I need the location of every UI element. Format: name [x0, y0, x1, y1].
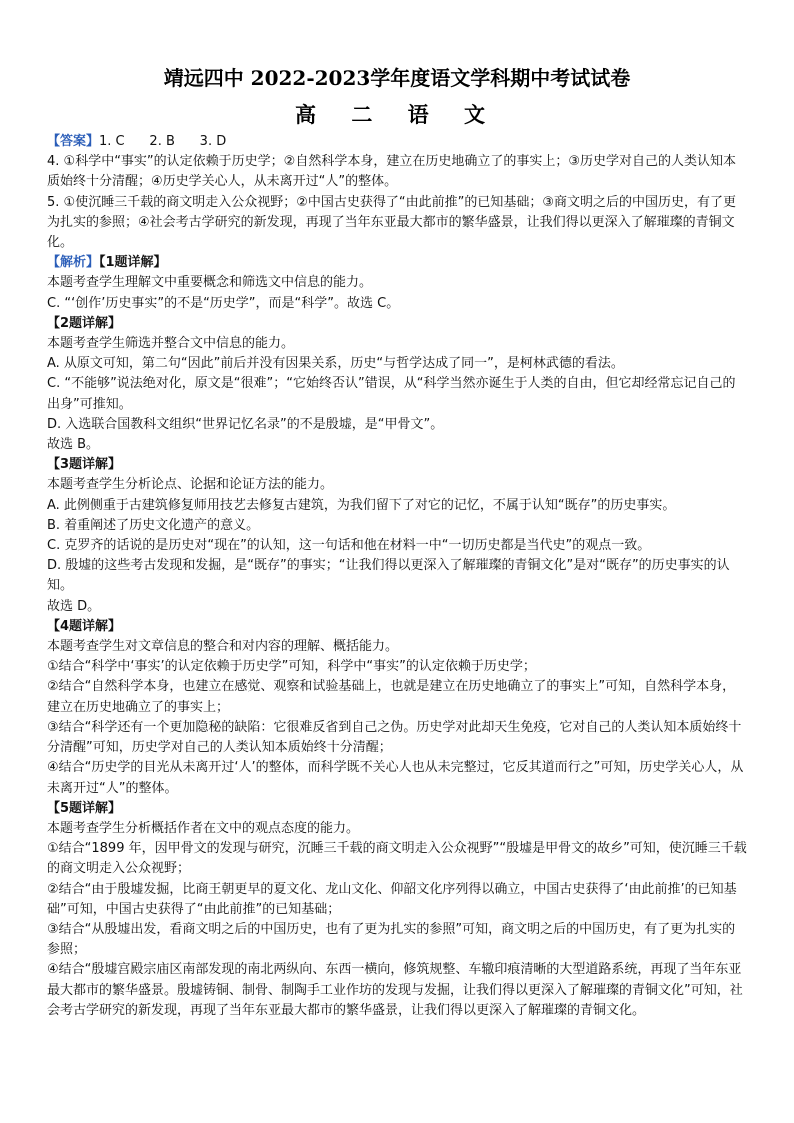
- q4-heading: 【4题详解】: [47, 618, 122, 634]
- q5-line: 本题考查学生分析概括作者在文中的观点态度的能力。: [47, 820, 360, 836]
- q2-line: 本题考查学生筛选并整合文中信息的能力。: [47, 336, 295, 352]
- q2-line: A. 从原文可知，第二句“因此”前后并没有因果关系，历史“与哲学达成了同一”，是柯林武德的看法。: [47, 356, 624, 372]
- analysis-line: [47, 253, 747, 273]
- q1-heading: 【1题详解】: [99, 255, 167, 271]
- answer-q5: 5. ①使沉睡三千载的商文明走入公众视野；②中国古史获得了“由此前推”的已知基础；③商文明之后的中国历史，有了更为扎实的参照；④社会考古学研究的新发现，再现了当年东亚最大都市的繁华盛景，让我们得以更深入了解璀璨的青铜文化。: [47, 194, 736, 251]
- q3-line: 本题考查学生分析论点、论据和论证方法的能力。: [47, 477, 334, 493]
- q2-line: C. “不能够”说法绝对化，原文是“很难”；“它始终否认”错误，从“科学当然亦诞生于人类的自由，但它却经常忘记自己的出身”可推知。: [47, 376, 736, 412]
- q4-line: ④结合“历史学的目光从未离开过‘人’的整体，而科学既不关心人也从未完整过，它反其道而行之”可知，历史学关心人，从未离开过“人”的整体。: [47, 760, 744, 796]
- q2-line: 故选 B。: [47, 437, 100, 453]
- q4-line: ③结合“科学还有一个更加隐秘的缺陷：它很难反省到自己之伪。历史学对此却天生免疫，它对自己的人类认知本质始终十分清醒”可知，历史学对自己的人类认知本质始终十分清醒；: [47, 719, 742, 756]
- q3-heading: 【3题详解】: [47, 457, 122, 473]
- answer-tag: 【答案】: [47, 134, 100, 149]
- q3-line: 故选 D。: [47, 598, 101, 614]
- q1-line: C. “‘创作’历史事实”的不是“历史学”，而是“科学”。故选 C。: [47, 295, 400, 311]
- answer-body: [47, 132, 747, 1021]
- exam-subtitle: 高 二 语 文: [295, 102, 499, 127]
- exam-title: 靖远四中 2022-2023学年度语文学科期中考试试卷: [163, 66, 631, 90]
- q5-heading: 【5题详解】: [47, 800, 122, 816]
- q5-line: ②结合“由于殷墟发掘，比商王朝更早的夏文化、龙山文化、仰韶文化序列得以确立，中国古史获得了‘由此前推’的已知基础”可知，中国古史获得了“由此前推”的已知基础；: [47, 881, 737, 917]
- analysis-tag: 【解析】: [47, 255, 100, 271]
- q5-line: ④结合“殷墟宫殿宗庙区南部发现的南北两纵向、东西一横向，修筑规整、车辙印痕清晰的大型道路系统，再现了当年东亚最大都市的繁华盛景。殷墟铸铜、制骨、制陶手工业作坊的发现与发掘，让我们得以更深入了解璀璨的青铜文化”可知，社会考古学研究的新发现，再现了当年东亚最大都市的繁华盛景，让我们得以更深入了解璀璨的青铜文化。: [47, 962, 743, 1018]
- q3-line: C. 克罗齐的话说的是历史对“现在”的认知，这一句话和他在材料一中“一切历史都是当代史”的观点一致。: [47, 538, 651, 554]
- q4-line: ①结合“科学中‘事实’的认定依赖于历史学”可知，科学中“事实”的认定依赖于历史学；: [47, 659, 536, 675]
- answer-line-mc: [47, 132, 747, 152]
- q5-line: ③结合“从殷墟出发，看商文明之后的中国历史，也有了更为扎实的参照”可知，商文明之后的中国历史，有了更为扎实的参照；: [47, 921, 736, 958]
- q5-line: ①结合“1899 年，因甲骨文的发现与研究，沉睡三千载的商文明走入公众视野”“殷墟是甲骨文的故乡”可知，使沉睡三千载的商文明走入公众视野；: [47, 841, 747, 877]
- q2-line: D. 入选联合国教科文组织“世界记忆名录”的不是殷墟，是“甲骨文”。: [47, 416, 444, 432]
- q3-line: B. 着重阐述了历史文化遗产的意义。: [47, 517, 260, 533]
- q4-line: 本题考查学生对文章信息的整合和对内容的理解、概括能力。: [47, 639, 399, 655]
- q3-line: A. 此例侧重于古建筑修复师用技艺去修复古建筑，为我们留下了对它的记忆，不属于认知“既存”的历史事实。: [47, 497, 676, 513]
- q1-line: 本题考查学生理解文中重要概念和筛选文中信息的能力。: [47, 275, 373, 291]
- q4-line: ②结合“自然科学本身，也建立在感觉、观察和试验基础上，也就是建立在历史地确立了的事实上”可知，自然科学本身，建立在历史地确立了的事实上；: [47, 679, 736, 715]
- mc-answers: 1. C 2. B 3. D: [99, 134, 227, 149]
- q2-heading: 【2题详解】: [47, 315, 122, 331]
- answer-q4: 4. ①科学中“事实”的认定依赖于历史学；②自然科学本身，建立在历史地确立了的事实上；③历史学对自己的人类认知本质始终十分清醒；④历史学关心人，从未离开过“人”的整体。: [47, 154, 736, 190]
- q3-line: D. 殷墟的这些考古发现和发掘，是“既存”的事实；“让我们得以更深入了解璀璨的青铜文化”是对“既存”的历史事实的认知。: [47, 558, 730, 594]
